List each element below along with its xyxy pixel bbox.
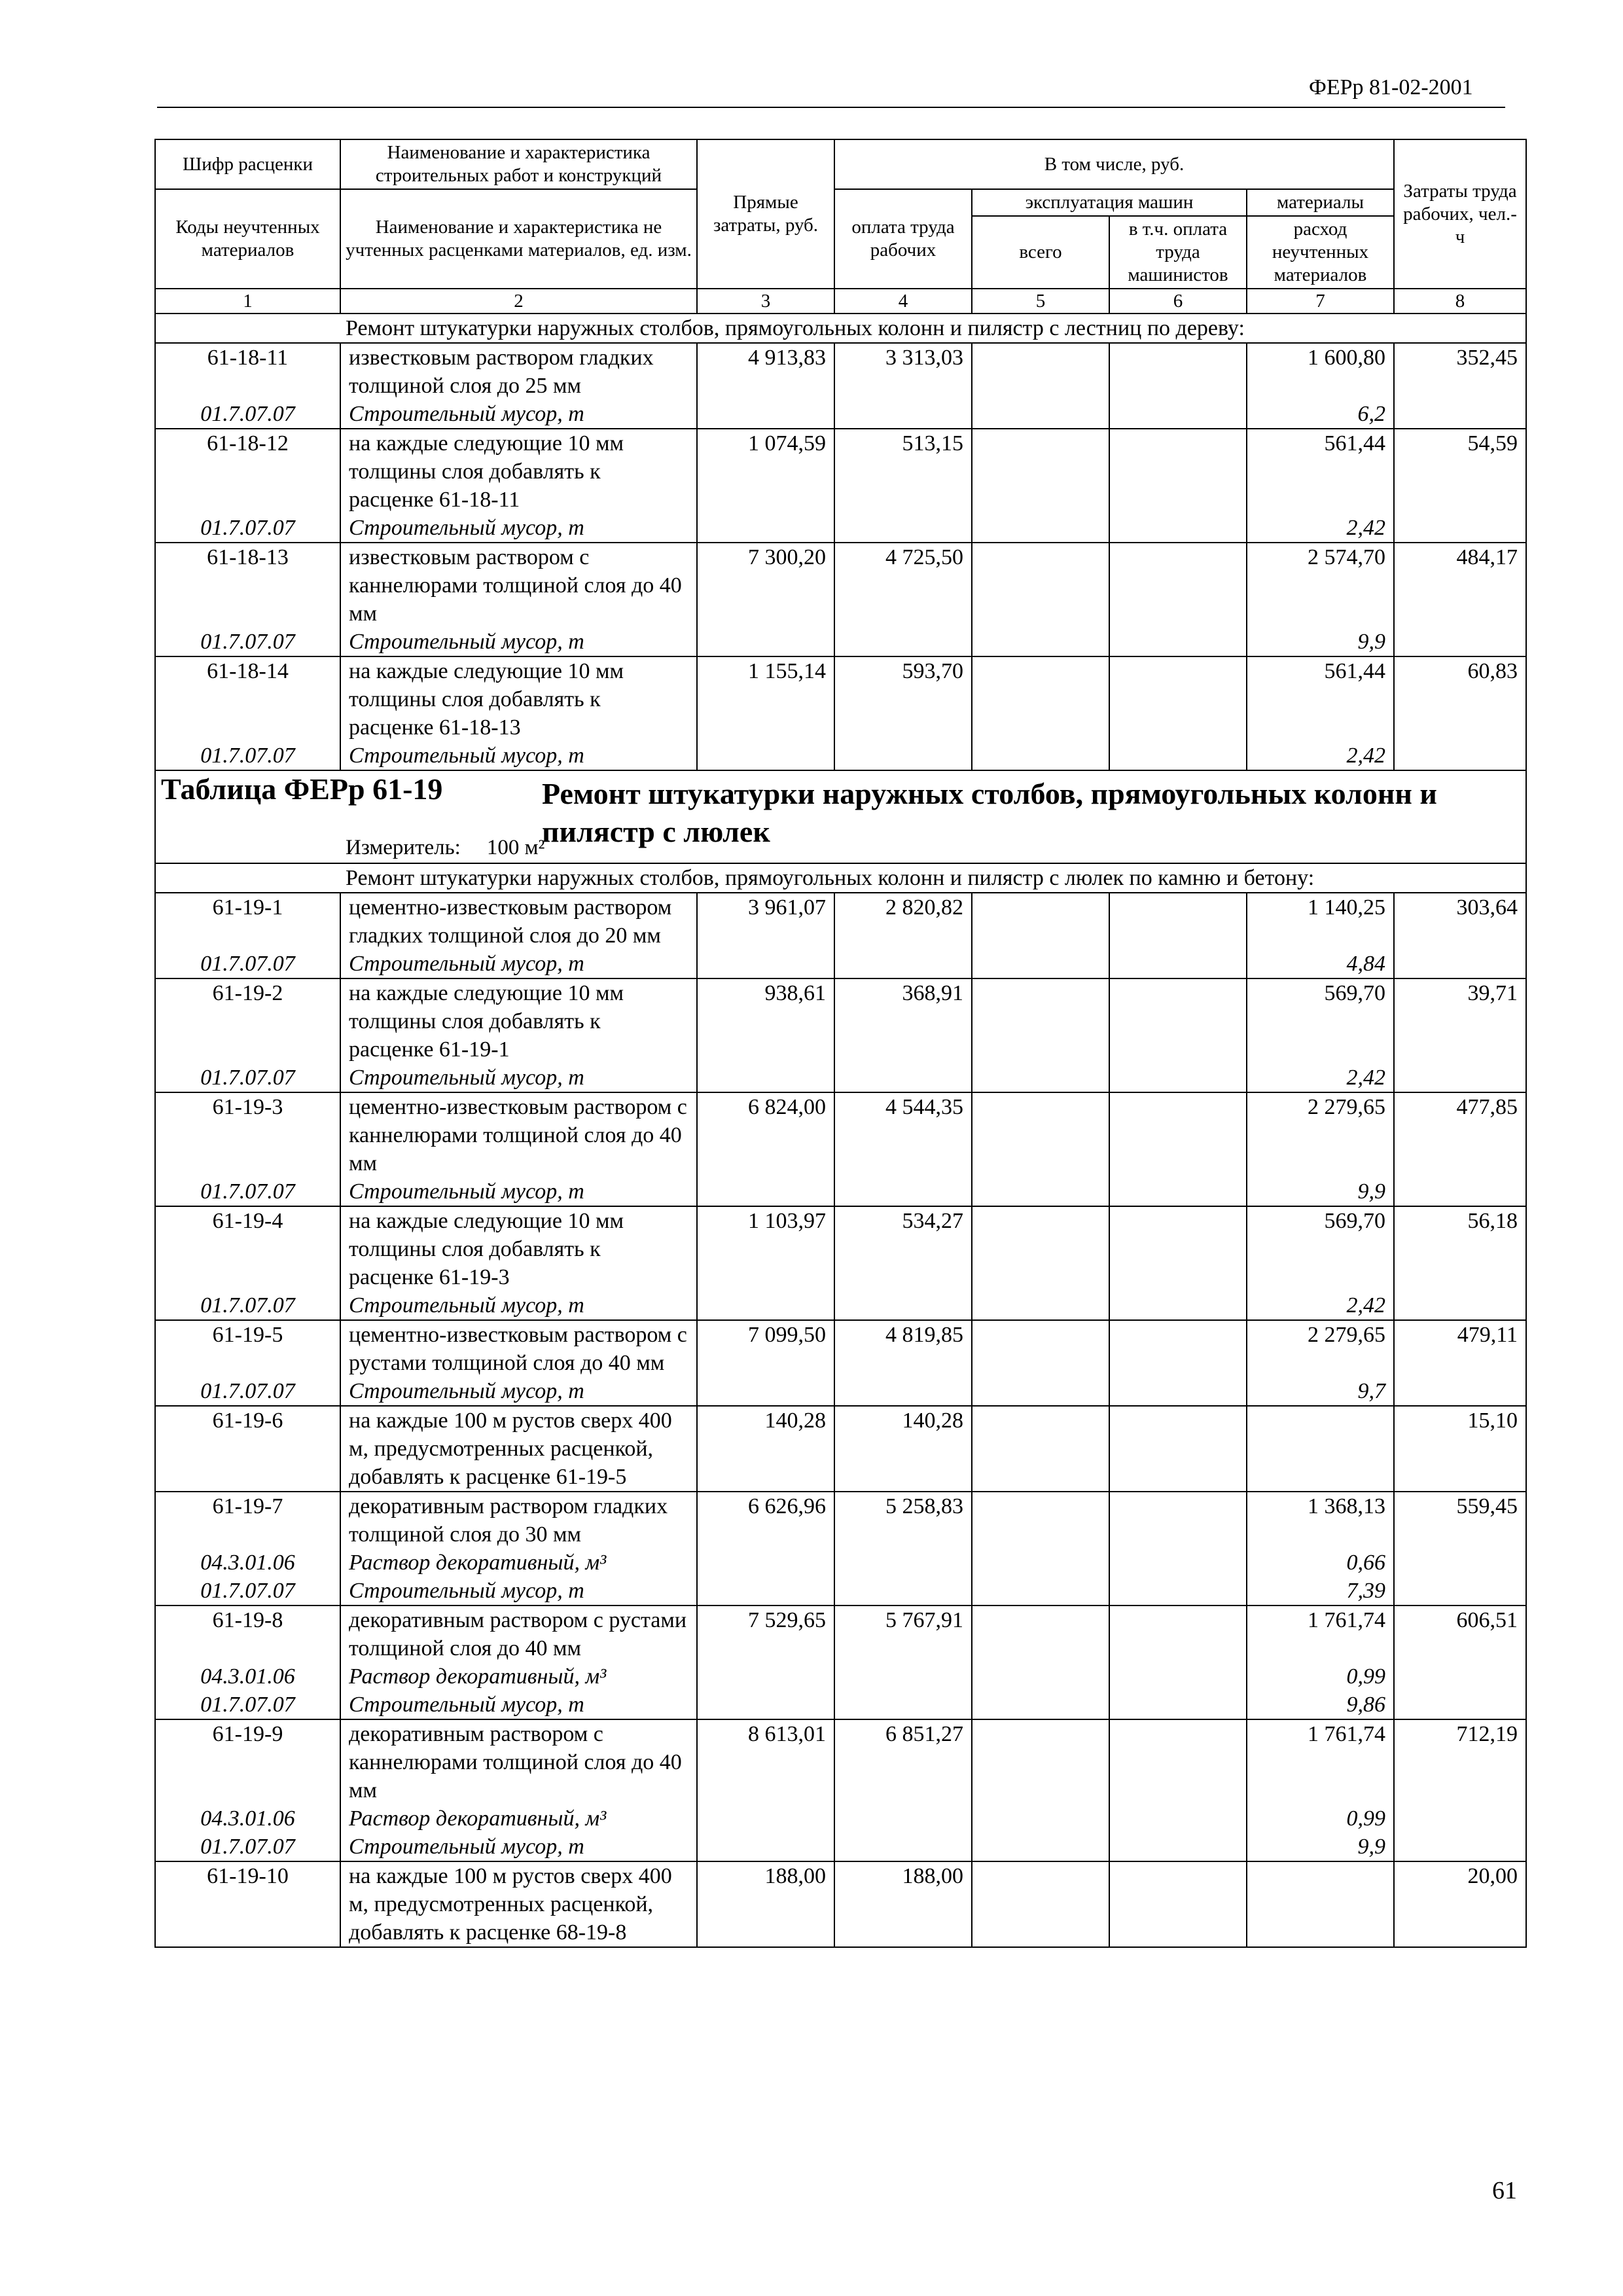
machinist-pay xyxy=(1109,1861,1247,1947)
materials-cost: 561,44 xyxy=(1247,429,1394,514)
material-name: Строительный мусор, т xyxy=(340,950,697,978)
labor-pay: 140,28 xyxy=(834,1406,972,1492)
empty-cell xyxy=(697,1691,834,1719)
machines-total xyxy=(972,1092,1109,1177)
empty-cell xyxy=(1109,1577,1247,1605)
labor-hours: 479,11 xyxy=(1394,1320,1526,1377)
material-code: 01.7.07.07 xyxy=(155,400,340,429)
empty-cell xyxy=(834,950,972,978)
column-numbers-row xyxy=(155,289,1526,314)
labor-pay: 534,27 xyxy=(834,1206,972,1291)
material-qty: 7,39 xyxy=(1247,1577,1394,1605)
empty-cell xyxy=(1109,1177,1247,1206)
machinist-pay xyxy=(1109,1492,1247,1549)
section-title-row xyxy=(155,314,1526,343)
material-name: Раствор декоративный, м³ xyxy=(340,1549,697,1577)
empty-cell xyxy=(834,1549,972,1577)
header-including: В том числе, руб. xyxy=(834,139,1394,189)
material-name: Строительный мусор, т xyxy=(340,1833,697,1861)
empty-cell xyxy=(834,400,972,429)
material-code: 01.7.07.07 xyxy=(155,1577,340,1605)
table-row xyxy=(155,656,1526,742)
material-row xyxy=(155,950,1526,978)
empty-cell xyxy=(1109,400,1247,429)
table-row xyxy=(155,1206,1526,1291)
machines-total xyxy=(972,1320,1109,1377)
empty-cell xyxy=(697,514,834,543)
material-code: 04.3.01.06 xyxy=(155,1549,340,1577)
empty-cell xyxy=(972,1549,1109,1577)
material-name: Раствор декоративный, м³ xyxy=(340,1804,697,1833)
direct-costs: 140,28 xyxy=(697,1406,834,1492)
material-code: 04.3.01.06 xyxy=(155,1662,340,1691)
empty-cell xyxy=(1109,1833,1247,1861)
machines-total xyxy=(972,543,1109,628)
material-row xyxy=(155,1577,1526,1605)
material-code: 01.7.07.07 xyxy=(155,1177,340,1206)
material-name: Строительный мусор, т xyxy=(340,628,697,656)
empty-cell xyxy=(1109,628,1247,656)
rate-name: декоративным раствором с рустами толщиной слоя до 40 мм xyxy=(340,1605,697,1662)
labor-hours: 15,10 xyxy=(1394,1406,1526,1492)
direct-costs: 188,00 xyxy=(697,1861,834,1947)
empty-cell xyxy=(1394,1804,1526,1833)
labor-pay: 5 767,91 xyxy=(834,1605,972,1662)
material-qty: 2,42 xyxy=(1247,514,1394,543)
rate-code: 61-19-7 xyxy=(155,1492,340,1549)
direct-costs: 7 300,20 xyxy=(697,543,834,628)
labor-hours: 56,18 xyxy=(1394,1206,1526,1291)
table-row xyxy=(155,343,1526,400)
empty-cell xyxy=(1394,950,1526,978)
materials-cost: 1 140,25 xyxy=(1247,893,1394,950)
rate-code: 61-18-13 xyxy=(155,543,340,628)
material-qty: 4,84 xyxy=(1247,950,1394,978)
material-row xyxy=(155,1804,1526,1833)
rate-name: цементно-известковым раствором гладких толщиной слоя до 20 мм xyxy=(340,893,697,950)
material-code: 01.7.07.07 xyxy=(155,1691,340,1719)
labor-pay: 6 851,27 xyxy=(834,1719,972,1804)
material-name: Строительный мусор, т xyxy=(340,1577,697,1605)
empty-cell xyxy=(1109,742,1247,770)
labor-hours: 606,51 xyxy=(1394,1605,1526,1662)
empty-cell xyxy=(1109,1549,1247,1577)
table-row xyxy=(155,1406,1526,1492)
empty-cell xyxy=(1394,1064,1526,1092)
empty-cell xyxy=(834,1064,972,1092)
empty-cell xyxy=(972,1064,1109,1092)
material-qty: 0,99 xyxy=(1247,1662,1394,1691)
document-code: ФЕРр 81-02-2001 xyxy=(1309,75,1473,99)
empty-cell xyxy=(697,1833,834,1861)
material-name: Строительный мусор, т xyxy=(340,1377,697,1406)
labor-hours: 559,45 xyxy=(1394,1492,1526,1549)
materials-cost: 2 279,65 xyxy=(1247,1092,1394,1177)
rate-code: 61-19-8 xyxy=(155,1605,340,1662)
rate-code: 61-19-4 xyxy=(155,1206,340,1291)
column-number: 8 xyxy=(1394,289,1526,314)
empty-cell xyxy=(1394,1177,1526,1206)
materials-cost: 569,70 xyxy=(1247,1206,1394,1291)
material-code: 01.7.07.07 xyxy=(155,1377,340,1406)
direct-costs: 1 074,59 xyxy=(697,429,834,514)
header-code: Шифр расценки xyxy=(155,139,340,189)
direct-costs: 8 613,01 xyxy=(697,1719,834,1804)
machines-total xyxy=(972,1492,1109,1549)
material-qty: 6,2 xyxy=(1247,400,1394,429)
empty-cell xyxy=(834,1577,972,1605)
rate-name: на каждые 100 м рустов сверх 400 м, предусмотренных расценкой, добавлять к расценке 68-19-8 xyxy=(340,1861,697,1947)
section-title: Ремонт штукатурки наружных столбов, прямоугольных колонн и пилястр с люлек по камню и бетону: xyxy=(155,863,1526,893)
material-qty: 9,9 xyxy=(1247,1833,1394,1861)
column-number: 6 xyxy=(1109,289,1247,314)
empty-cell xyxy=(972,628,1109,656)
material-row xyxy=(155,742,1526,770)
meter-label: Измеритель: xyxy=(346,836,461,859)
header-labor-pay: оплата труда рабочих xyxy=(834,189,972,289)
direct-costs: 938,61 xyxy=(697,978,834,1064)
rate-name: цементно-известковым раствором с каннелюрами толщиной слоя до 40 мм xyxy=(340,1092,697,1177)
empty-cell xyxy=(697,1291,834,1320)
labor-pay: 5 258,83 xyxy=(834,1492,972,1549)
machines-total xyxy=(972,429,1109,514)
column-number: 3 xyxy=(697,289,834,314)
empty-cell xyxy=(834,1291,972,1320)
empty-cell xyxy=(1394,628,1526,656)
machines-total xyxy=(972,656,1109,742)
header-name: Наименование и характеристика строительных работ и конструкций xyxy=(340,139,697,189)
empty-cell xyxy=(697,1804,834,1833)
material-qty: 9,9 xyxy=(1247,628,1394,656)
material-name: Строительный мусор, т xyxy=(340,514,697,543)
empty-cell xyxy=(697,1177,834,1206)
empty-cell xyxy=(834,1377,972,1406)
empty-cell xyxy=(834,1691,972,1719)
material-code: 01.7.07.07 xyxy=(155,628,340,656)
materials-cost: 561,44 xyxy=(1247,656,1394,742)
material-name: Строительный мусор, т xyxy=(340,1064,697,1092)
material-qty: 9,7 xyxy=(1247,1377,1394,1406)
machinist-pay xyxy=(1109,1406,1247,1492)
empty-cell xyxy=(834,514,972,543)
rate-code: 61-19-5 xyxy=(155,1320,340,1377)
empty-cell xyxy=(972,1177,1109,1206)
machinist-pay xyxy=(1109,343,1247,400)
empty-cell xyxy=(972,1377,1109,1406)
table-row xyxy=(155,429,1526,514)
labor-pay: 188,00 xyxy=(834,1861,972,1947)
header-rule xyxy=(157,107,1505,108)
column-number: 1 xyxy=(155,289,340,314)
materials-cost: 2 279,65 xyxy=(1247,1320,1394,1377)
machines-total xyxy=(972,1605,1109,1662)
rate-code: 61-18-11 xyxy=(155,343,340,400)
direct-costs: 7 099,50 xyxy=(697,1320,834,1377)
empty-cell xyxy=(1109,1804,1247,1833)
material-row xyxy=(155,1177,1526,1206)
materials-cost: 1 761,74 xyxy=(1247,1605,1394,1662)
machinist-pay xyxy=(1109,1206,1247,1291)
machinist-pay xyxy=(1109,656,1247,742)
direct-costs: 6 824,00 xyxy=(697,1092,834,1177)
material-row xyxy=(155,400,1526,429)
empty-cell xyxy=(972,1691,1109,1719)
header-machinist-pay: в т.ч. оплата труда машинистов xyxy=(1109,216,1247,289)
labor-hours: 477,85 xyxy=(1394,1092,1526,1177)
header-labor-hours: Затраты труда рабочих, чел.-ч xyxy=(1394,139,1526,289)
material-code: 01.7.07.07 xyxy=(155,1833,340,1861)
labor-pay: 4 725,50 xyxy=(834,543,972,628)
material-qty: 2,42 xyxy=(1247,742,1394,770)
labor-hours: 303,64 xyxy=(1394,893,1526,950)
materials-cost: 2 574,70 xyxy=(1247,543,1394,628)
labor-hours: 484,17 xyxy=(1394,543,1526,628)
header-name-unaccounted: Наименование и характеристика не учтенных расценками материалов, ед. изм. xyxy=(340,189,697,289)
material-code: 01.7.07.07 xyxy=(155,742,340,770)
empty-cell xyxy=(697,400,834,429)
table-row xyxy=(155,1605,1526,1662)
material-row xyxy=(155,1291,1526,1320)
labor-hours: 54,59 xyxy=(1394,429,1526,514)
rate-code: 61-18-12 xyxy=(155,429,340,514)
empty-cell xyxy=(1109,1064,1247,1092)
empty-cell xyxy=(1394,514,1526,543)
materials-cost: 1 600,80 xyxy=(1247,343,1394,400)
rate-name: декоративным раствором гладких толщиной слоя до 30 мм xyxy=(340,1492,697,1549)
empty-cell xyxy=(1394,1577,1526,1605)
direct-costs: 6 626,96 xyxy=(697,1492,834,1549)
rate-code: 61-19-2 xyxy=(155,978,340,1064)
empty-cell xyxy=(697,742,834,770)
machines-total xyxy=(972,1406,1109,1492)
material-code: 04.3.01.06 xyxy=(155,1804,340,1833)
material-code: 01.7.07.07 xyxy=(155,1064,340,1092)
material-row xyxy=(155,514,1526,543)
empty-cell xyxy=(834,1833,972,1861)
empty-cell xyxy=(697,1064,834,1092)
rate-code: 61-19-1 xyxy=(155,893,340,950)
machines-total xyxy=(972,1206,1109,1291)
material-code: 01.7.07.07 xyxy=(155,514,340,543)
machines-total xyxy=(972,893,1109,950)
header-machines-total: всего xyxy=(972,216,1109,289)
material-row xyxy=(155,1833,1526,1861)
material-qty: 2,42 xyxy=(1247,1291,1394,1320)
header-direct-costs: Прямые затраты, руб. xyxy=(697,139,834,289)
empty-cell xyxy=(1109,1691,1247,1719)
material-name: Строительный мусор, т xyxy=(340,400,697,429)
machinist-pay xyxy=(1109,1719,1247,1804)
materials-cost xyxy=(1247,1861,1394,1947)
empty-cell xyxy=(834,1177,972,1206)
materials-cost: 1 761,74 xyxy=(1247,1719,1394,1804)
table-row xyxy=(155,1719,1526,1804)
empty-cell xyxy=(1394,1377,1526,1406)
material-row xyxy=(155,1377,1526,1406)
material-qty: 9,86 xyxy=(1247,1691,1394,1719)
table-row xyxy=(155,893,1526,950)
labor-hours: 20,00 xyxy=(1394,1861,1526,1947)
empty-cell xyxy=(697,1377,834,1406)
rate-code: 61-19-6 xyxy=(155,1406,340,1492)
empty-cell xyxy=(1109,1291,1247,1320)
material-name: Строительный мусор, т xyxy=(340,1291,697,1320)
empty-cell xyxy=(1394,742,1526,770)
rate-name: на каждые следующие 10 мм толщины слоя добавлять к расценке 61-19-3 xyxy=(340,1206,697,1291)
labor-hours: 60,83 xyxy=(1394,656,1526,742)
table-row xyxy=(155,1320,1526,1377)
empty-cell xyxy=(697,1577,834,1605)
empty-cell xyxy=(697,1662,834,1691)
empty-cell xyxy=(972,1804,1109,1833)
header-machines: эксплуатация машин xyxy=(972,189,1247,216)
empty-cell xyxy=(1109,514,1247,543)
material-name: Строительный мусор, т xyxy=(340,1177,697,1206)
material-qty: 0,66 xyxy=(1247,1549,1394,1577)
rate-code: 61-19-10 xyxy=(155,1861,340,1947)
empty-cell xyxy=(1394,1833,1526,1861)
table-heading-row xyxy=(155,770,1526,863)
empty-cell xyxy=(1109,1662,1247,1691)
empty-cell xyxy=(1109,950,1247,978)
empty-cell xyxy=(834,742,972,770)
direct-costs: 4 913,83 xyxy=(697,343,834,400)
rate-name: на каждые 100 м рустов сверх 400 м, предусмотренных расценкой, добавлять к расценке 61-19-5 xyxy=(340,1406,697,1492)
empty-cell xyxy=(1394,1291,1526,1320)
empty-cell xyxy=(972,742,1109,770)
machinist-pay xyxy=(1109,893,1247,950)
labor-pay: 368,91 xyxy=(834,978,972,1064)
column-number: 7 xyxy=(1247,289,1394,314)
header-materials-unaccounted: расход неучтенных материалов xyxy=(1247,216,1394,289)
materials-cost: 1 368,13 xyxy=(1247,1492,1394,1549)
column-number: 4 xyxy=(834,289,972,314)
rate-code: 61-18-14 xyxy=(155,656,340,742)
table-title: Ремонт штукатурки наружных столбов, прямоугольных колонн и пилястр с люлек xyxy=(542,777,1437,848)
labor-pay: 2 820,82 xyxy=(834,893,972,950)
empty-cell xyxy=(972,400,1109,429)
direct-costs: 1 103,97 xyxy=(697,1206,834,1291)
empty-cell xyxy=(1394,1662,1526,1691)
materials-cost xyxy=(1247,1406,1394,1492)
machinist-pay xyxy=(1109,978,1247,1064)
labor-pay: 3 313,03 xyxy=(834,343,972,400)
material-qty: 2,42 xyxy=(1247,1064,1394,1092)
machinist-pay xyxy=(1109,1092,1247,1177)
rates-table xyxy=(154,139,1527,1948)
machinist-pay xyxy=(1109,429,1247,514)
material-row xyxy=(155,1662,1526,1691)
empty-cell xyxy=(972,1833,1109,1861)
empty-cell xyxy=(1394,1691,1526,1719)
materials-cost: 569,70 xyxy=(1247,978,1394,1064)
table-row xyxy=(155,543,1526,628)
empty-cell xyxy=(697,950,834,978)
labor-pay: 4 819,85 xyxy=(834,1320,972,1377)
empty-cell xyxy=(834,1662,972,1691)
rate-name: известковым раствором с каннелюрами толщиной слоя до 40 мм xyxy=(340,543,697,628)
page-number: 61 xyxy=(1492,2177,1517,2204)
material-qty: 9,9 xyxy=(1247,1177,1394,1206)
material-name: Строительный мусор, т xyxy=(340,742,697,770)
empty-cell xyxy=(697,628,834,656)
machinist-pay xyxy=(1109,1605,1247,1662)
section-title: Ремонт штукатурки наружных столбов, прямоугольных колонн и пилястр с лестниц по дереву: xyxy=(155,314,1526,343)
column-number: 2 xyxy=(340,289,697,314)
empty-cell xyxy=(697,1549,834,1577)
labor-pay: 593,70 xyxy=(834,656,972,742)
material-code: 01.7.07.07 xyxy=(155,950,340,978)
empty-cell xyxy=(972,1662,1109,1691)
rate-name: известковым раствором гладких толщиной слоя до 25 мм xyxy=(340,343,697,400)
labor-pay: 513,15 xyxy=(834,429,972,514)
labor-pay: 4 544,35 xyxy=(834,1092,972,1177)
machines-total xyxy=(972,978,1109,1064)
empty-cell xyxy=(1394,400,1526,429)
material-row xyxy=(155,628,1526,656)
empty-cell xyxy=(972,1291,1109,1320)
rate-name: на каждые следующие 10 мм толщины слоя добавлять к расценке 61-19-1 xyxy=(340,978,697,1064)
machinist-pay xyxy=(1109,543,1247,628)
rate-name: на каждые следующие 10 мм толщины слоя добавлять к расценке 61-18-11 xyxy=(340,429,697,514)
meter-value: 100 м² xyxy=(486,836,545,859)
material-row xyxy=(155,1064,1526,1092)
rate-code: 61-19-3 xyxy=(155,1092,340,1177)
table-row xyxy=(155,1492,1526,1549)
labor-hours: 712,19 xyxy=(1394,1719,1526,1804)
rate-name: на каждые следующие 10 мм толщины слоя добавлять к расценке 61-18-13 xyxy=(340,656,697,742)
table-row xyxy=(155,978,1526,1064)
header-code-unaccounted: Коды неучтенных материалов xyxy=(155,189,340,289)
empty-cell xyxy=(1109,1377,1247,1406)
labor-hours: 352,45 xyxy=(1394,343,1526,400)
material-qty: 0,99 xyxy=(1247,1804,1394,1833)
section-title-row xyxy=(155,863,1526,893)
rate-name: декоративным раствором с каннелюрами толщиной слоя до 40 мм xyxy=(340,1719,697,1804)
machines-total xyxy=(972,343,1109,400)
material-row xyxy=(155,1691,1526,1719)
material-row xyxy=(155,1549,1526,1577)
direct-costs: 7 529,65 xyxy=(697,1605,834,1662)
material-code: 01.7.07.07 xyxy=(155,1291,340,1320)
material-name: Раствор декоративный, м³ xyxy=(340,1662,697,1691)
empty-cell xyxy=(834,1804,972,1833)
direct-costs: 1 155,14 xyxy=(697,656,834,742)
machines-total xyxy=(972,1719,1109,1804)
empty-cell xyxy=(834,628,972,656)
direct-costs: 3 961,07 xyxy=(697,893,834,950)
machines-total xyxy=(972,1861,1109,1947)
table-row xyxy=(155,1092,1526,1177)
table-meter xyxy=(346,834,544,862)
empty-cell xyxy=(972,1577,1109,1605)
empty-cell xyxy=(972,514,1109,543)
labor-hours: 39,71 xyxy=(1394,978,1526,1064)
empty-cell xyxy=(972,950,1109,978)
header-materials: материалы xyxy=(1247,189,1394,216)
machinist-pay xyxy=(1109,1320,1247,1377)
column-number: 5 xyxy=(972,289,1109,314)
table-row xyxy=(155,1861,1526,1947)
rate-code: 61-19-9 xyxy=(155,1719,340,1804)
table-label: Таблица ФЕРр 61-19 xyxy=(161,772,443,806)
empty-cell xyxy=(1394,1549,1526,1577)
rate-name: цементно-известковым раствором с рустами толщиной слоя до 40 мм xyxy=(340,1320,697,1377)
material-name: Строительный мусор, т xyxy=(340,1691,697,1719)
